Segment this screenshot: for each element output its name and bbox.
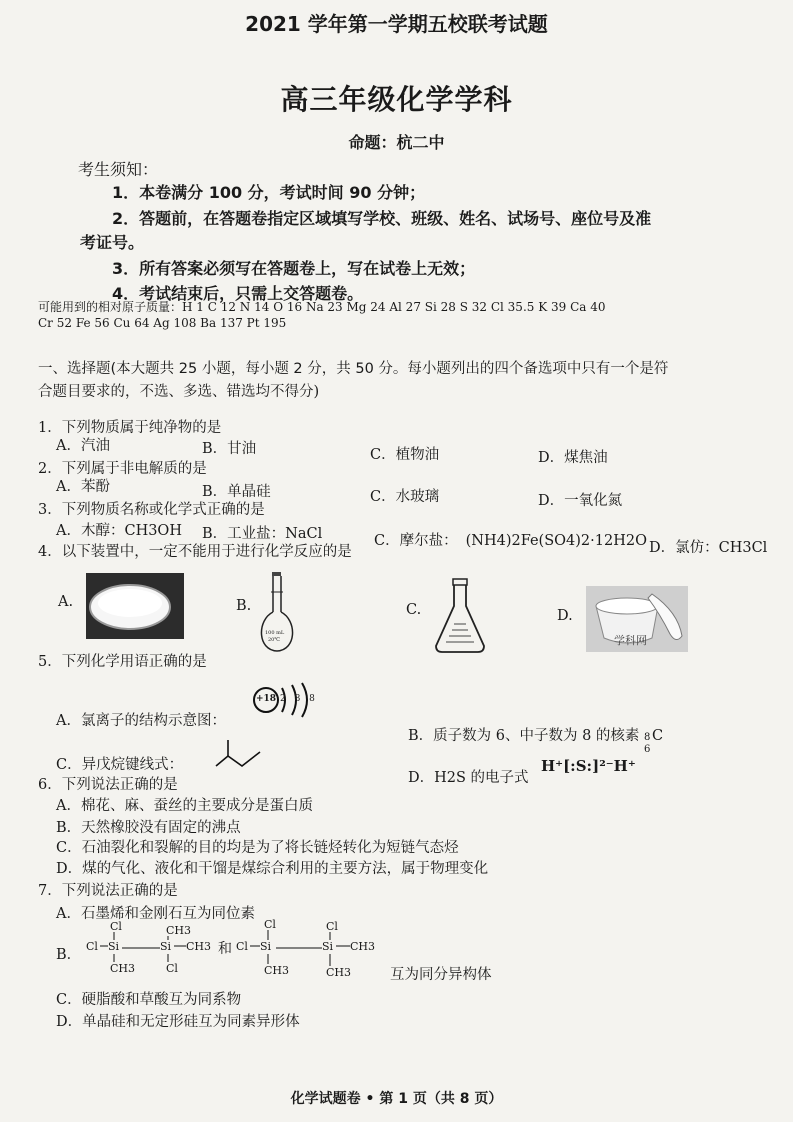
q2-option-a: A．苯酚 (56, 479, 110, 495)
bond-lines (86, 918, 386, 990)
struct1-cl-bottom-2: Cl (166, 962, 178, 975)
struct2-cl-left: Cl (236, 940, 248, 953)
q3-option-d: D．氯仿：CH3Cl (649, 540, 768, 556)
struct1-si-2: Si (160, 940, 172, 953)
q3-option-c-label: C．摩尔盐： (374, 533, 458, 549)
q4-option-c: C. (406, 602, 422, 618)
q6-option-b: B．天然橡胶没有固定的沸点 (56, 820, 241, 836)
shell-electrons: 2 8 8 (280, 694, 318, 704)
q7-and: 和 (218, 941, 232, 957)
nuclide-symbol: C (652, 728, 664, 744)
notice-item-1: 1．本卷满分 100 分，考试时间 90 分钟； (112, 183, 426, 202)
question-3: 3．下列物质名称或化学式正确的是 (38, 502, 265, 518)
q2-option-d: D．一氧化氮 (538, 493, 623, 509)
struct2-si-2: Si (322, 940, 334, 953)
q2-option-b: B．单晶硅 (202, 484, 271, 500)
q1-option-d: D．煤焦油 (538, 450, 608, 466)
chloride-ion-diagram (250, 680, 322, 724)
flask-temp-label: 20℃ (268, 637, 280, 643)
q1-option-a: A．汽油 (56, 438, 110, 454)
notice-item-4: 4．考试结束后，只需上交答题卷。 (112, 284, 364, 303)
struct1-ch3-right: CH3 (186, 940, 212, 953)
q1-option-b: B．甘油 (202, 441, 257, 457)
volumetric-flask-image (255, 570, 299, 654)
q5-option-b (408, 724, 664, 755)
nuclide-mass-number: 8 (644, 732, 651, 743)
section-heading-1: 一、选择题(本大题共 25 小题，每小题 2 分，共 50 分。每小题列出的四个备选项中只有一个是符 (38, 361, 669, 377)
q3-option-c (374, 529, 647, 550)
question-4: 4．以下装置中，一定不能用于进行化学反应的是 (38, 544, 352, 560)
subject-title: 高三年级化学学科 (280, 83, 513, 116)
q5-option-a: A．氯离子的结构示意图： (56, 713, 226, 729)
q1-option-c: C．植物油 (370, 447, 440, 463)
q2-option-c: C．水玻璃 (370, 489, 440, 505)
q3-option-b: B．工业盐：NaCl (202, 526, 323, 542)
q5-option-c: C．异戊烷键线式： (56, 757, 184, 773)
notice-item-3: 3．所有答案必须写在答题卷上，写在试卷上无效； (112, 259, 476, 278)
q4-option-b: B. (236, 598, 252, 614)
q7-option-a: A．石墨烯和金刚石互为同位素 (56, 906, 255, 922)
struct1-cl-top: Cl (110, 920, 122, 933)
watermark: 学科网 (614, 634, 647, 647)
flask-volume-label: 100 mL (265, 630, 285, 636)
atomic-masses-2: Cr 52 Fe 56 Cu 64 Ag 108 Ba 137 Pt 195 (38, 316, 287, 330)
q7-option-b-label: B． (56, 947, 82, 963)
notice-item-2-cont: 考证号。 (80, 233, 145, 252)
struct1-ch3-top-2: CH3 (166, 924, 192, 937)
q6-option-d: D．煤的气化、液化和干馏是煤综合利用的主要方法，属于物理变化 (56, 861, 489, 877)
notice-item-2: 2．答题前，在答题卷指定区域填写学校、班级、姓名、试场号、座位号及准 (112, 209, 652, 228)
struct2-si-1: Si (260, 940, 272, 953)
question-5: 5．下列化学用语正确的是 (38, 654, 207, 670)
struct2-cl-top: Cl (264, 918, 276, 931)
q4-option-d: D. (557, 608, 573, 624)
conical-flask-image (432, 578, 488, 654)
struct1-ch3-bottom: CH3 (110, 962, 136, 975)
h2s-electron-formula: H⁺[:S:]²⁻H⁺ (541, 757, 636, 775)
notice-label: 考生须知： (78, 160, 159, 179)
q3-option-c-formula: (NH4)2Fe(SO4)2·12H2O (465, 533, 647, 549)
nuclide-atomic-number: 6 (644, 744, 651, 755)
evaporating-dish-image (86, 573, 184, 639)
q4-option-a: A. (58, 594, 74, 610)
struct2-ch3-bottom: CH3 (264, 964, 290, 977)
q3-option-a: A．木醇：CH3OH (56, 523, 182, 539)
nucleus-label: +18 (256, 694, 277, 704)
struct1-cl-left: Cl (86, 940, 98, 953)
question-2: 2．下列属于非电解质的是 (38, 461, 207, 477)
struct2-ch3-right: CH3 (350, 940, 376, 953)
q5-option-b-text: B．质子数为 6、中子数为 8 的核素 (408, 728, 645, 744)
q6-option-a: A．棉花、麻、蚕丝的主要成分是蛋白质 (56, 798, 313, 814)
struct1-si-1: Si (108, 940, 120, 953)
question-6: 6．下列说法正确的是 (38, 777, 178, 793)
author-line: 命题：杭二中 (348, 133, 445, 152)
page-footer: 化学试题卷 • 第 1 页（共 8 页） (290, 1091, 503, 1107)
exam-title: 2021 学年第一学期五校联考试题 (245, 12, 548, 36)
question-7: 7．下列说法正确的是 (38, 883, 178, 899)
q7-option-b-tail: 互为同分异构体 (390, 967, 492, 983)
q7-option-c: C．硬脂酸和草酸互为同系物 (56, 992, 242, 1008)
isopentane-skeletal-formula (214, 738, 266, 770)
q5-option-d: D．H2S 的电子式 (408, 770, 529, 786)
struct2-cl-top-2: Cl (326, 920, 338, 933)
atomic-masses-1: 可能用到的相对原子质量：H 1 C 12 N 14 O 16 Na 23 Mg 24 Al 27 Si 28 S 32 Cl 35.5 K 39 Ca 40 (38, 300, 606, 314)
struct2-ch3-bottom-2: CH3 (326, 966, 352, 979)
mortar-pestle-image (586, 586, 688, 652)
q7-structures (86, 918, 386, 990)
q7-option-d: D．单晶硅和无定形硅互为同素异形体 (56, 1014, 300, 1030)
section-heading-2: 合题目要求的，不选、多选、错选均不得分) (38, 384, 320, 400)
q6-option-c: C．石油裂化和裂解的目的均是为了将长链烃转化为短链气态烃 (56, 840, 459, 856)
question-1: 1．下列物质属于纯净物的是 (38, 420, 222, 436)
